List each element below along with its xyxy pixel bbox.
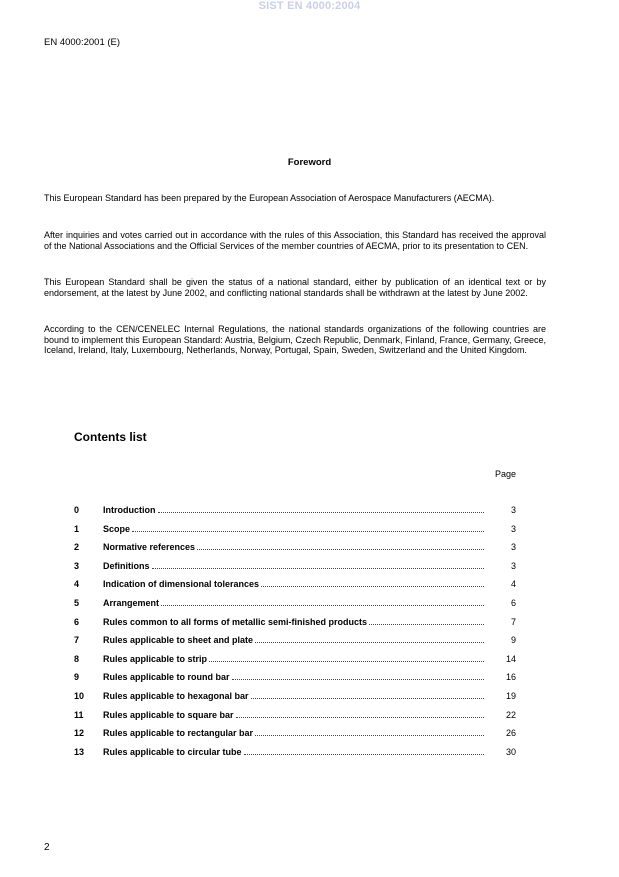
toc-entry-page: 19 [505, 690, 516, 701]
toc-dot-leader [132, 530, 484, 532]
toc-entry-page: 6 [510, 597, 516, 608]
toc-dot-leader [152, 567, 485, 569]
toc-dot-leader [251, 697, 484, 699]
toc-dot-leader [232, 678, 484, 680]
toc-entry-title: Introduction [103, 505, 156, 515]
toc-entry-page: 3 [510, 560, 516, 571]
toc-dot-leader [244, 753, 484, 755]
toc-entry-number: 2 [74, 542, 80, 553]
toc-entry-title: Rules applicable to square bar [103, 709, 234, 720]
page-column-header: Page [494, 469, 516, 479]
toc-entry-title: Rules applicable to round bar [103, 672, 230, 683]
toc-entry-title: Normative references [103, 542, 196, 553]
toc-dot-leader [261, 585, 484, 587]
toc-entry-title: Rules applicable to circular tube [103, 746, 242, 757]
toc-entry-title: Rules applicable to rectangular bar [103, 728, 254, 739]
document-id: EN 4000:2001 (E) [44, 37, 121, 48]
toc-dot-leader [158, 511, 485, 513]
toc-entry-page: 3 [510, 523, 516, 534]
toc-entry-title: Definitions [103, 560, 150, 571]
toc-dot-leader [369, 623, 484, 625]
toc-entry-title: Rules applicable to sheet and plate [103, 635, 254, 646]
toc-entry-page: 30 [505, 746, 516, 757]
toc-entry-number: 6 [74, 616, 80, 627]
foreword-title: Foreword [287, 157, 332, 168]
contents-title: Contents list [74, 430, 147, 444]
toc-entry-number: 5 [74, 597, 80, 608]
toc-entry[interactable] [74, 579, 516, 598]
toc-entry[interactable] [74, 617, 516, 636]
toc-entry-page: 7 [510, 616, 516, 627]
toc-entry-title: Indication of dimensional tolerances [103, 579, 260, 590]
toc-entry-number: 12 [74, 728, 85, 739]
toc-dot-leader [161, 604, 484, 606]
toc-entry[interactable] [74, 542, 516, 561]
toc-entry[interactable] [74, 505, 516, 524]
table-of-contents [74, 505, 516, 765]
toc-entry-title: Rules applicable to strip [103, 653, 208, 664]
toc-entry[interactable] [74, 672, 516, 691]
toc-entry-page: 16 [505, 672, 516, 683]
toc-dot-leader [255, 641, 484, 643]
foreword-paragraph: According to the CEN/CENELEC Internal Regulations, the national standards organizations of the following countries are bound to implement this European Standard: Austria, Belgium, Czech Republic, Denmark, Finland, France, Germany, Greece, Iceland, Ireland, Italy, Luxembourg, Netherlands, Norway, Portugal, Spain, Sweden, Switzerland and the United Kingdom. [44, 324, 546, 355]
toc-entry-page: 4 [510, 579, 516, 590]
toc-entry-page: 3 [510, 505, 516, 515]
toc-entry-number: 8 [74, 653, 80, 664]
toc-entry-number: 9 [74, 672, 80, 683]
toc-dot-leader [255, 734, 484, 736]
toc-entry-page: 3 [510, 542, 516, 553]
toc-entry-number: 10 [74, 690, 85, 701]
toc-entry-page: 14 [505, 653, 516, 664]
toc-dot-leader [209, 660, 484, 662]
toc-entry[interactable] [74, 598, 516, 617]
toc-dot-leader [236, 716, 484, 718]
foreword-paragraph: This European Standard shall be given the status of a national standard, either by publication of an identical text or by endorsement, at the latest by June 2002, and conflicting national standards shall be withdrawn at the latest by June 2002. [44, 277, 546, 298]
foreword-paragraph: This European Standard has been prepared by the European Association of Aerospace Manufacturers (AECMA). [44, 193, 495, 203]
toc-entry[interactable] [74, 691, 516, 710]
toc-entry[interactable] [74, 710, 516, 729]
toc-entry-title: Arrangement [103, 597, 160, 608]
toc-entry[interactable] [74, 747, 516, 766]
toc-entry-number: 7 [74, 635, 80, 646]
toc-entry-title: Rules applicable to hexagonal bar [103, 690, 249, 701]
toc-entry-title: Rules common to all forms of metallic semi-finished products [103, 616, 368, 627]
toc-entry[interactable] [74, 635, 516, 654]
toc-entry[interactable] [74, 561, 516, 580]
toc-entry-page: 26 [505, 728, 516, 739]
watermark: SIST EN 4000:2004 [258, 0, 361, 12]
toc-entry-page: 9 [510, 635, 516, 646]
page-number: 2 [44, 842, 50, 853]
toc-dot-leader [197, 548, 484, 550]
toc-entry-number: 0 [74, 505, 80, 515]
toc-entry-number: 11 [74, 709, 84, 720]
toc-entry[interactable] [74, 728, 516, 747]
toc-entry-number: 13 [74, 746, 85, 757]
toc-entry-number: 3 [74, 560, 80, 571]
toc-entry[interactable] [74, 524, 516, 543]
toc-entry[interactable] [74, 654, 516, 673]
toc-entry-page: 22 [505, 709, 516, 720]
toc-entry-title: Scope [103, 523, 131, 534]
foreword-paragraph: After inquiries and votes carried out in accordance with the rules of this Association, this Standard has received the approval of the National Associations and the Official Services of the member countries of AECMA, prior to its presentation to CEN. [44, 230, 546, 251]
toc-entry-number: 4 [74, 579, 80, 590]
toc-entry-number: 1 [74, 523, 80, 534]
